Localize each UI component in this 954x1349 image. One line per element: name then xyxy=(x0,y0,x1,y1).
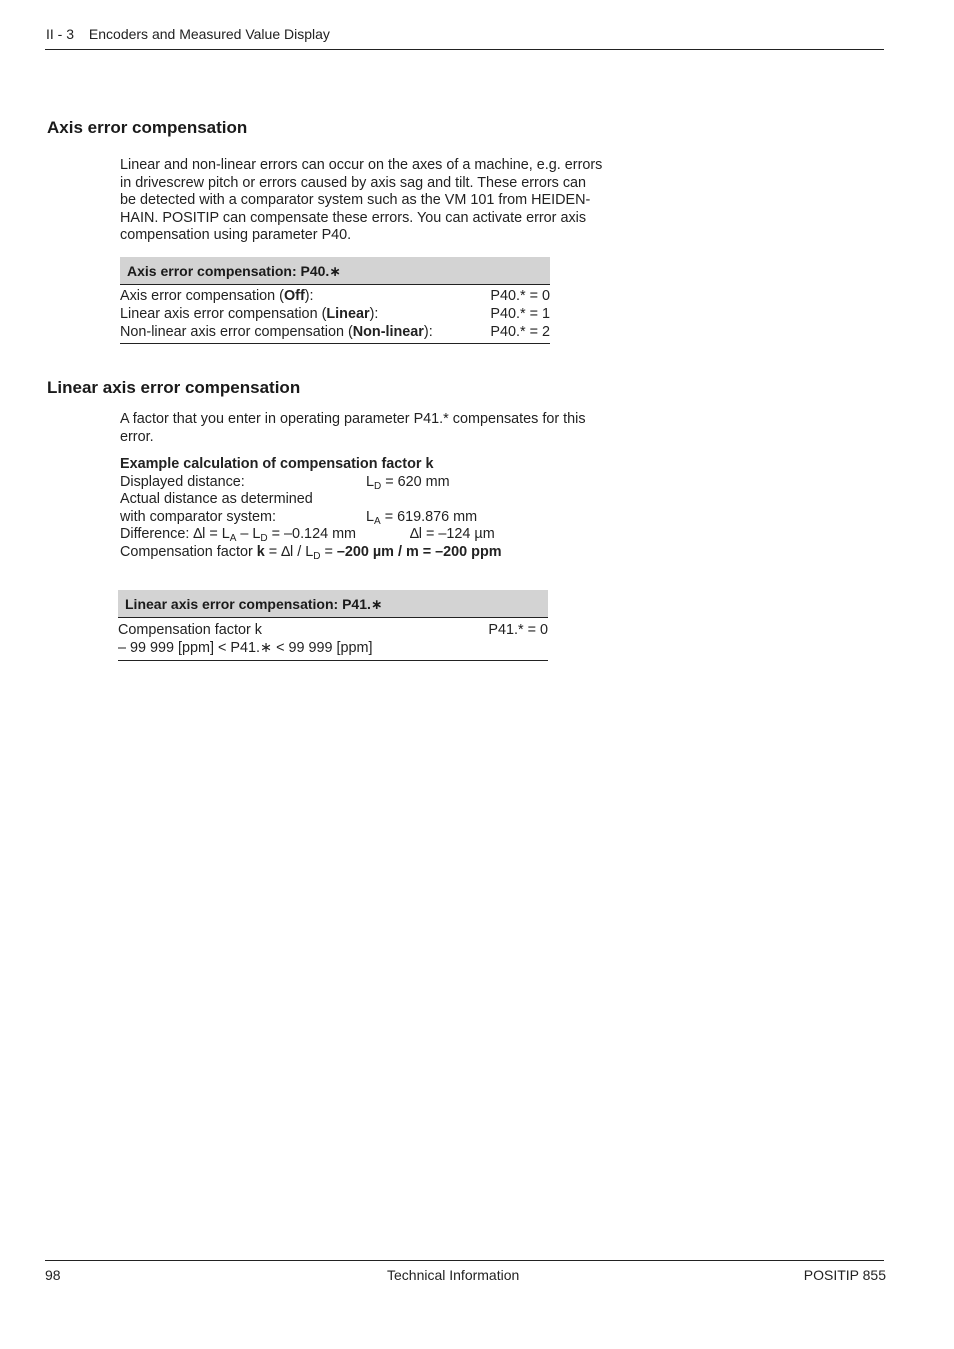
text-line: in drivescrew pitch or errors caused by axis sag and tilt. These errors can xyxy=(120,174,587,191)
text-line: HAIN. POSITIP can compensate these errors. You can activate error axis xyxy=(120,209,587,226)
table-body xyxy=(120,285,550,344)
displayed-distance-row: Displayed distance: $L_D = 620$ mm xyxy=(120,473,450,492)
row-value: P40.* = 1 xyxy=(490,306,550,322)
row-value: P41.* = 0 xyxy=(488,622,548,638)
table-body xyxy=(118,618,548,661)
table-row xyxy=(118,639,548,657)
row-label: – 99 999 [ppm] < P41.∗ < 99 999 [ppm] xyxy=(118,640,373,656)
table-row xyxy=(118,621,548,639)
section2-intro xyxy=(120,411,680,446)
actual-distance-row-2: with comparator system: $L_A = 619.876$ mm xyxy=(120,508,478,527)
example-heading: Example calculation of compensation factor k xyxy=(120,456,434,472)
row-value: P40.* = 2 xyxy=(490,324,550,340)
table-title: Linear axis error compensation: P41.∗ xyxy=(118,590,548,618)
actual-distance-row-1: Actual distance as determined xyxy=(120,491,313,508)
difference-row: Difference: $\Delta l = L_A - L_D = -0.124$ mm ∆l = –124 µm xyxy=(120,526,495,545)
text-line: A factor that you enter in operating parameter P41.* compensates for this xyxy=(120,411,586,427)
table-title: Axis error compensation: P40.∗ xyxy=(120,257,550,285)
row-label: Non-linear axis error compensation (Non-linear): xyxy=(120,324,433,340)
page-number: 98 xyxy=(45,1267,61,1283)
text-line: compensation using parameter P40. xyxy=(120,227,352,244)
text-line: Linear and non-linear errors can occur on the axes of a machine, e.g. errors xyxy=(120,157,603,173)
parameter-table-p40 xyxy=(120,257,550,344)
section-heading-linear-axis-error: Linear axis error compensation xyxy=(47,378,301,397)
chapter-title: Encoders and Measured Value Display xyxy=(88,26,330,42)
text-line: be detected with a comparator system such as the VM 101 from HEIDEN- xyxy=(120,192,591,209)
section-heading-axis-error: Axis error compensation xyxy=(47,118,248,137)
text-line: error. xyxy=(120,428,154,445)
parameter-table-p41 xyxy=(118,590,548,661)
footer-product: POSITIP 855 xyxy=(803,1267,886,1283)
header-rule xyxy=(45,49,884,50)
chapter-number: II - 3 xyxy=(46,26,75,42)
row-value: P40.* = 0 xyxy=(490,288,550,304)
row-label: Linear axis error compensation (Linear): xyxy=(120,306,379,322)
row-label: Axis error compensation (Off): xyxy=(120,288,314,304)
table-row xyxy=(120,287,550,305)
footer-rule xyxy=(45,1260,884,1261)
row-label: Compensation factor k xyxy=(118,622,262,638)
compensation-factor-row: Compensation factor $k = \Delta l / L_D = -200$ µm / m = –200 ppm xyxy=(120,543,502,562)
table-row xyxy=(120,305,550,323)
example-calculation xyxy=(120,456,640,562)
table-row xyxy=(120,323,550,341)
running-header xyxy=(46,26,330,42)
footer-section: Technical Information xyxy=(387,1267,520,1283)
section1-intro xyxy=(120,157,680,245)
